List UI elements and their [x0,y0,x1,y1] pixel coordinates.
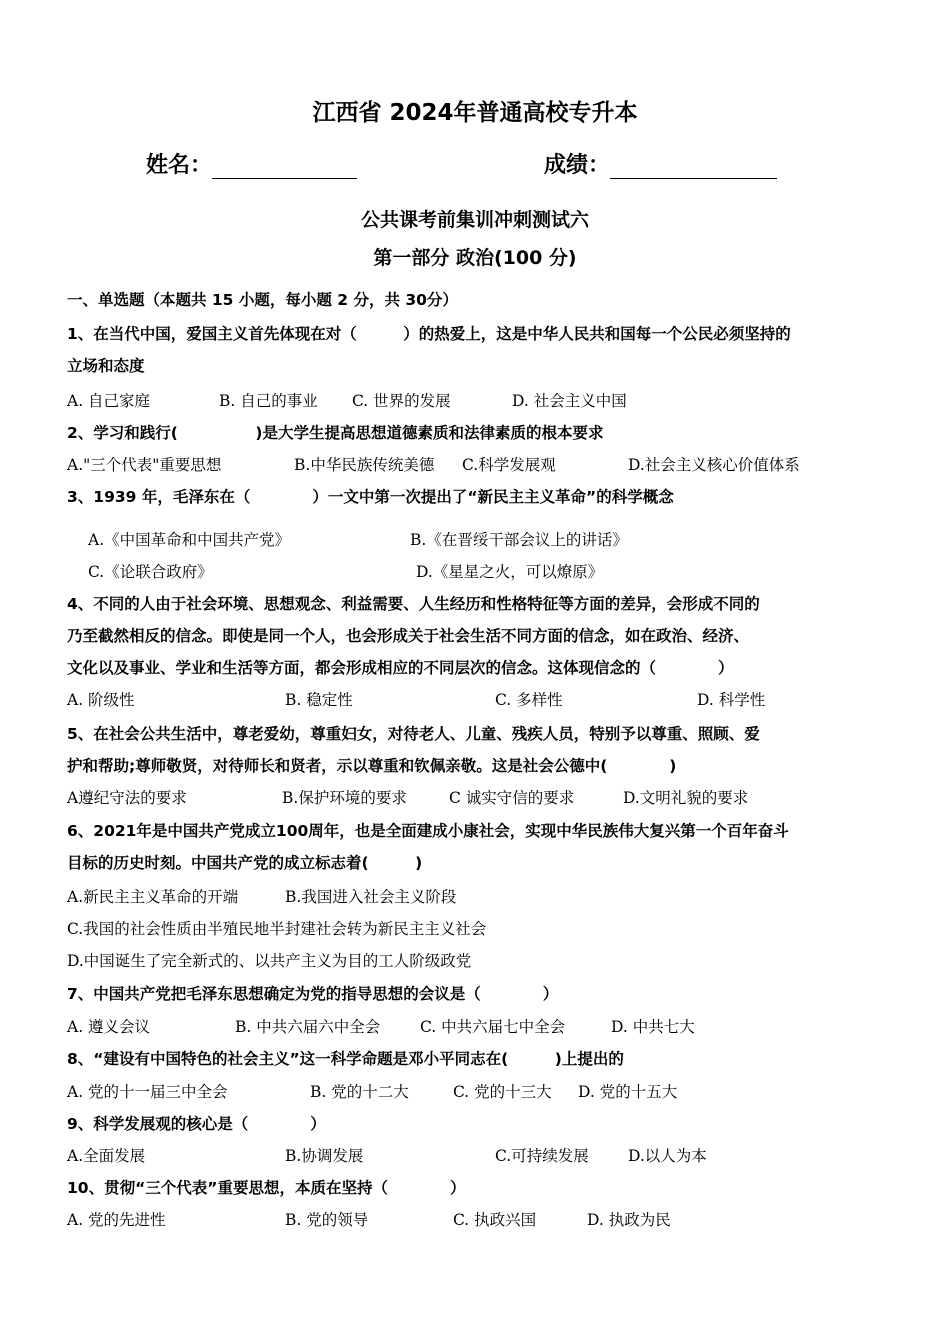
option: A. 党的十一届三中全会 [67,1083,228,1101]
option: C. 中共六届七中全会 [420,1018,566,1036]
option: B. 稳定性 [285,691,353,709]
name-field [146,148,357,179]
option: D. 中共七大 [611,1018,695,1036]
option: C.科学发展观 [462,456,556,474]
option: C 诚实守信的要求 [449,789,575,807]
question-text: 1、在当代中国，爱国主义首先体现在对（ ）的热爱上，这是中华人民共和国每一个公民必须坚持的 [67,325,791,343]
question-text: 4、不同的人由于社会环境、思想观念、利益需要、人生经历和性格特征等方面的差异，会形成不同的 [67,595,760,613]
exam-title: 江西省 2024年普通高校专升本 [312,100,638,126]
option: A.《中国革命和中国共产党》 [88,531,291,549]
section-heading: 一、单选题（本题共 15 小题，每小题 2 分，共 30分） [67,291,458,309]
score-field [544,148,777,179]
option: D. 执政为民 [587,1211,671,1229]
option: B.我国进入社会主义阶段 [285,888,457,906]
option: A.全面发展 [67,1147,146,1165]
option: D.中国诞生了完全新式的、以共产主义为目的工人阶级政党 [67,952,472,970]
question-text: 文化以及事业、学业和生活等方面，都会形成相应的不同层次的信念。这体现信念的（ ） [67,659,734,677]
option: B.《在晋绥干部会议上的讲话》 [410,531,628,549]
option: A. 党的先进性 [67,1211,166,1229]
option: B.保护环境的要求 [282,789,407,807]
option: C. 执政兴国 [453,1211,537,1229]
option: D.以人为本 [628,1147,707,1165]
option: A. 自己家庭 [67,392,151,410]
question-text: 10、贯彻“三个代表”重要思想，本质在坚持（ ） [67,1179,466,1197]
question-text: 3、1939 年，毛泽东在（ ）一文中第一次提出了“新民主主义革命”的科学概念 [67,488,674,506]
option: C.我国的社会性质由半殖民地半封建社会转为新民主主义社会 [67,920,487,938]
option: C. 世界的发展 [352,392,451,410]
option: B. 中共六届六中全会 [235,1018,381,1036]
score-blank [610,154,777,179]
option: A."三个代表"重要思想 [67,456,222,474]
score-label: 成绩： [544,153,611,178]
option: B. 自己的事业 [219,392,318,410]
option: D.社会主义核心价值体系 [628,456,800,474]
question-text: 8、“建设有中国特色的社会主义”这一科学命题是邓小平同志在( )上提出的 [67,1050,624,1068]
question-text: 6、2021年是中国共产党成立100周年，也是全面建成小康社会，实现中华民族伟大复兴第一个百年奋斗 [67,822,789,840]
option: B. 党的十二大 [310,1083,409,1101]
name-blank [212,154,357,179]
question-text: 目标的历史时刻。中国共产党的成立标志着( ) [67,854,423,872]
option: A.新民主主义革命的开端 [67,888,239,906]
exam-subtitle: 公共课考前集训冲刺测试六 [360,209,589,231]
option: B.协调发展 [285,1147,364,1165]
question-text: 7、中国共产党把毛泽东思想确定为党的指导思想的会议是（ ） [67,985,559,1003]
option: C. 多样性 [495,691,563,709]
question-text: 立场和态度 [67,357,145,375]
option: D. 科学性 [697,691,766,709]
question-text: 护和帮助;尊师敬贤，对待师长和贤者，示以尊重和钦佩亲敬。这是社会公德中( ) [67,757,677,775]
option: A. 遵义会议 [67,1018,151,1036]
option: C.可持续发展 [495,1147,589,1165]
option: D.文明礼貌的要求 [623,789,749,807]
name-label: 姓名： [146,153,213,178]
option: B.中华民族传统美德 [294,456,435,474]
option: C. 党的十三大 [453,1083,552,1101]
option: D. 党的十五大 [578,1083,678,1101]
option: A遵纪守法的要求 [67,789,187,807]
part-title: 第一部分 政治(100 分) [373,247,577,269]
option: D.《星星之火，可以燎原》 [416,563,604,581]
question-text: 9、科学发展观的核心是（ ） [67,1115,326,1133]
option: C.《论联合政府》 [88,563,213,581]
option: B. 党的领导 [285,1211,369,1229]
option: D. 社会主义中国 [512,392,627,410]
question-text: 5、在社会公共生活中，尊老爱幼，尊重妇女，对待老人、儿童、残疾人员，特别予以尊重、照顾、爱 [67,725,760,743]
question-text: 2、学习和践行( )是大学生提高思想道德素质和法律素质的根本要求 [67,424,604,442]
question-text: 乃至截然相反的信念。即使是同一个人，也会形成关于社会生活不同方面的信念，如在政治、经济、 [67,627,750,645]
option: A. 阶级性 [67,691,135,709]
